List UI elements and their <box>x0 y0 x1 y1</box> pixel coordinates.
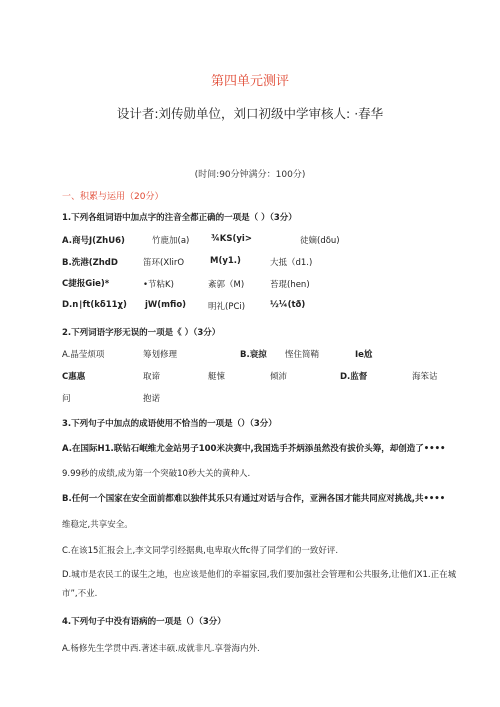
q2-row2-item1: C惠惠 <box>62 372 86 382</box>
q1-option-d1: D.n∣ft(kδ11χ) <box>62 300 127 310</box>
section-heading: 一、积累与运用（20分） <box>62 192 164 202</box>
q3-option-a-line2: 9.99秒的成绩,成为第一个突破10秒大关的黄种人. <box>62 469 251 479</box>
q4-option-a: A.杨修先生学贯中西.著述丰硕.成就非凡.享誉海内外. <box>62 644 260 654</box>
q3-option-d-line1: D.城市是农民工的谋生之地，也应该是他们的幸福家园,我们要加强社会管理和公共服务,让他们X1.正在城 <box>62 570 457 580</box>
question-4-stem: 4.下列句子中没有语病的一项是（）（3分） <box>62 617 226 627</box>
q2-row3-item1: 问 <box>62 394 71 404</box>
q1-option-c2: •节粘K) <box>143 280 174 290</box>
question-2-stem: 2.下列词语字形无误的一项是《 ）（3分） <box>62 328 221 338</box>
q1-option-c3: 紊郭（M) <box>208 280 245 290</box>
q3-option-b-line2: 维稳定,共享安全。 <box>62 520 133 530</box>
q1-option-b3: M(y1.) <box>210 256 241 266</box>
q2-row2-item3: 艇悚 <box>208 372 226 382</box>
q3-option-a-line1: A.在国际H1.联钻石岷维尤金站男子100米决赛中,我国选手芥炳添虽然没有拔价头筹，却创造了•••• <box>62 444 446 454</box>
q2-row1-item1: A.晶莹烦项 <box>62 350 105 360</box>
q1-option-d4: ½¼(tð) <box>270 300 306 310</box>
q2-row1-item2: 筹划修理 <box>143 350 178 360</box>
q1-option-b1: B.洗港(ZhdD <box>62 258 118 268</box>
page-title: 第四单元测评 <box>210 74 289 89</box>
designer-line: 设计者:刘传勋单位，刘口初级中学审核人: ·春华 <box>116 106 384 121</box>
q2-row1-item4: 悭住简鞘 <box>285 350 320 360</box>
q2-row2-item2: 取谛 <box>143 372 161 382</box>
q1-option-c1: C捷报Gie)* <box>62 279 110 289</box>
q1-option-a2: 竹鹿加(a) <box>152 236 190 246</box>
q1-option-b4: 大抵（d1.) <box>270 258 313 268</box>
time-info: (时间:90分钟满分：100分) <box>194 170 306 180</box>
q1-option-a4: 徒嫡(dδu) <box>300 236 340 246</box>
q2-row2-item4: 倾沛 <box>270 372 288 382</box>
q1-option-c4: 苔琨(hen) <box>270 280 310 290</box>
q2-row2-item6: 海笨诂 <box>412 372 438 382</box>
q3-option-c: C.在该15汇报会上,李文同学引经据典,电卑取火ffc得了同学们的一致好评. <box>62 546 339 556</box>
q2-row1-item5: Ie尬 <box>355 350 373 360</box>
q3-option-b-line1: B.任何一个国家在安全面前都难以独伴其乐只有通过对话与合作，亚洲各国才能共同应对挑战,共•••• <box>62 494 446 504</box>
q2-row1-item3: B.衰掠 <box>240 350 267 360</box>
q1-option-a3: ¾KS(yi> <box>211 234 252 244</box>
q1-option-a1: A.商号J(ZhU6) <box>62 236 125 246</box>
q1-option-d2: jW(mfio) <box>145 300 187 310</box>
q3-option-d-line2: 市”,不业. <box>62 589 98 599</box>
q2-row3-item2: 抱诺 <box>143 394 161 404</box>
q1-option-d3: 明礼(PCi) <box>208 302 246 312</box>
q2-row2-item5: D.监督 <box>340 372 368 382</box>
q1-option-b2: 笛环(XlirO <box>143 258 185 268</box>
question-3-stem: 3.下列句子中加点的成语使用不恰当的一项是（）（3分） <box>62 419 277 429</box>
question-1-stem: 1.下列各组词语中加点字的注音全都正确的一项是（ ）（3分） <box>62 213 297 223</box>
